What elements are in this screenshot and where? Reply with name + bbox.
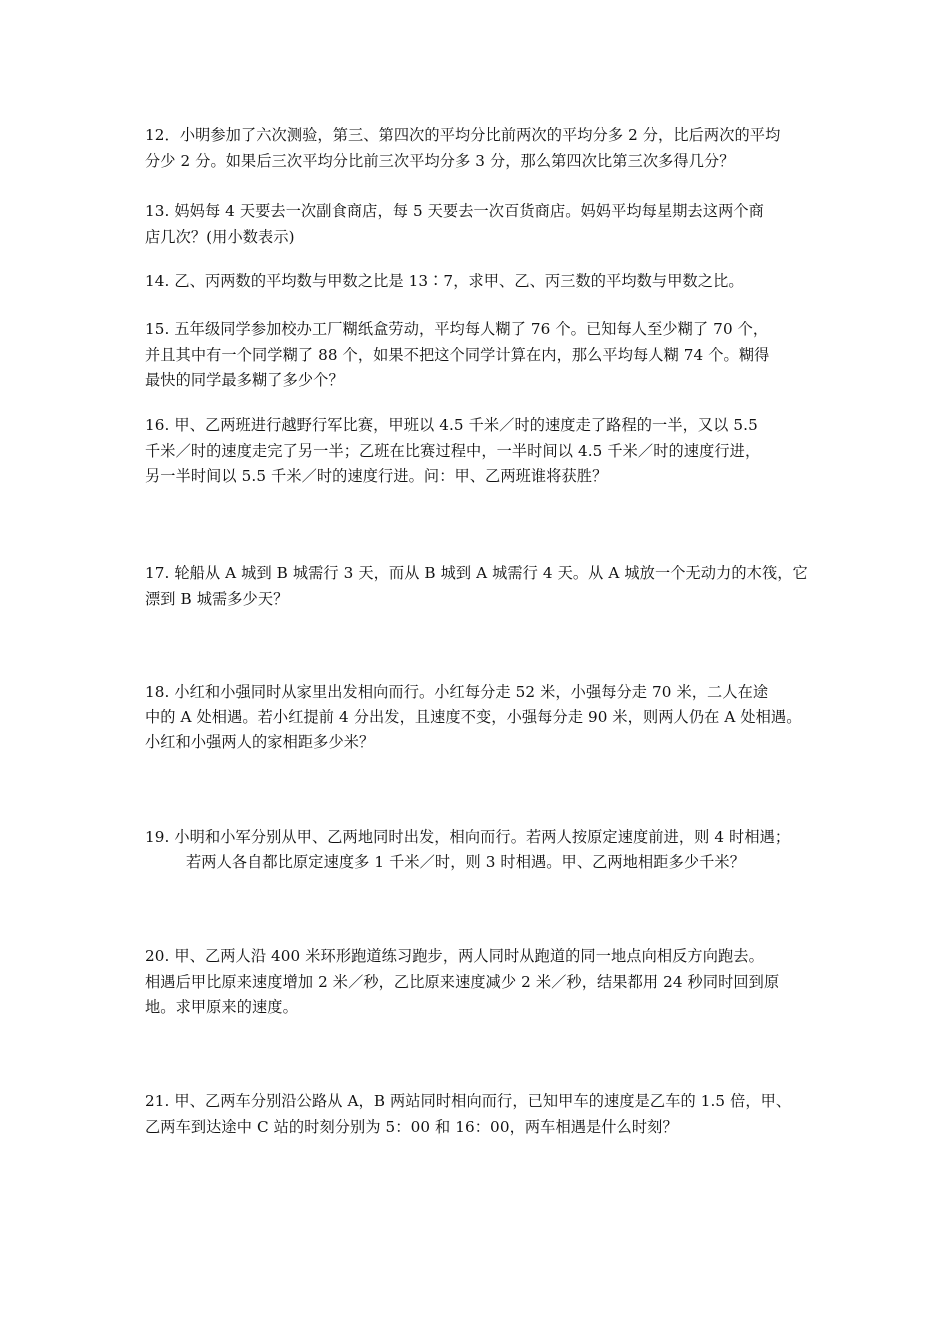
problem-12-line-1: 12．小明参加了六次测验，第三、第四次的平均分比前两次的平均分多 2 分，比后两次的平均 [145,126,781,144]
problem-15-line-2: 并且其中有一个同学糊了 88 个，如果不把这个同学计算在内，那么平均每人糊 74 个。糊得 [145,346,770,364]
problem-16-line-1: 16. 甲、乙两班进行越野行军比赛，甲班以 4.5 千米／时的速度走了路程的一半，又以 5.5 [145,416,758,434]
problem-13-line-2: 店几次？(用小数表示) [145,228,295,246]
problem-17-line-1: 17. 轮船从 A 城到 B 城需行 3 天，而从 B 城到 A 城需行 4 天。从 A 城放一个无动力的木筏，它 [145,564,808,582]
problem-19-line-1: 19. 小明和小军分别从甲、乙两地同时出发，相向而行。若两人按原定速度前进，则 4 时相遇； [145,828,791,846]
problem-21-line-1: 21. 甲、乙两车分别沿公路从 A，B 两站同时相向而行，已知甲车的速度是乙车的 1.5 倍，甲、 [145,1092,792,1110]
problem-12-line-2: 分少 2 分。如果后三次平均分比前三次平均分多 3 分，那么第四次比第三次多得几分？ [145,152,735,170]
problem-18-line-2: 中的 A 处相遇。若小红提前 4 分出发，且速度不变，小强每分走 90 米，则两人仍在 A 处相遇。 [145,708,802,726]
problem-21-line-2: 乙两车到达途中 C 站的时刻分别为 5：00 和 16：00，两车相遇是什么时刻？ [145,1118,678,1136]
problem-19-line-2: 若两人各自都比原定速度多 1 千米／时，则 3 时相遇。甲、乙两地相距多少千米？ [186,853,746,871]
problem-15-line-3: 最快的同学最多糊了多少个？ [145,371,344,389]
problem-20-line-3: 地。求甲原来的速度。 [145,998,298,1016]
problem-16-line-2: 千米／时的速度走完了另一半；乙班在比赛过程中，一半时间以 4.5 千米／时的速度行进， [145,442,761,460]
problem-20-line-1: 20. 甲、乙两人沿 400 米环形跑道练习跑步，两人同时从跑道的同一地点向相反方向跑去。 [145,947,764,965]
problem-15-line-1: 15. 五年级同学参加校办工厂糊纸盒劳动，平均每人糊了 76 个。已知每人至少糊了 70 个， [145,320,769,338]
problem-14-line-1: 14. 乙、丙两数的平均数与甲数之比是 13∶7，求甲、乙、丙三数的平均数与甲数之比。 [145,272,744,290]
problem-13-line-1: 13. 妈妈每 4 天要去一次副食商店，每 5 天要去一次百货商店。妈妈平均每星期去这两个商 [145,202,764,220]
problem-17-line-2: 漂到 B 城需多少天？ [145,590,289,608]
problem-16-line-3: 另一半时间以 5.5 千米／时的速度行进。问：甲、乙两班谁将获胜？ [145,467,608,485]
problem-20-line-2: 相遇后甲比原来速度增加 2 米／秒，乙比原来速度减少 2 米／秒，结果都用 24 秒同时回到原 [145,973,780,991]
problem-18-line-3: 小红和小强两人的家相距多少米？ [145,733,375,751]
problem-18-line-1: 18. 小红和小强同时从家里出发相向而行。小红每分走 52 米，小强每分走 70 米，二人在途 [145,683,769,701]
